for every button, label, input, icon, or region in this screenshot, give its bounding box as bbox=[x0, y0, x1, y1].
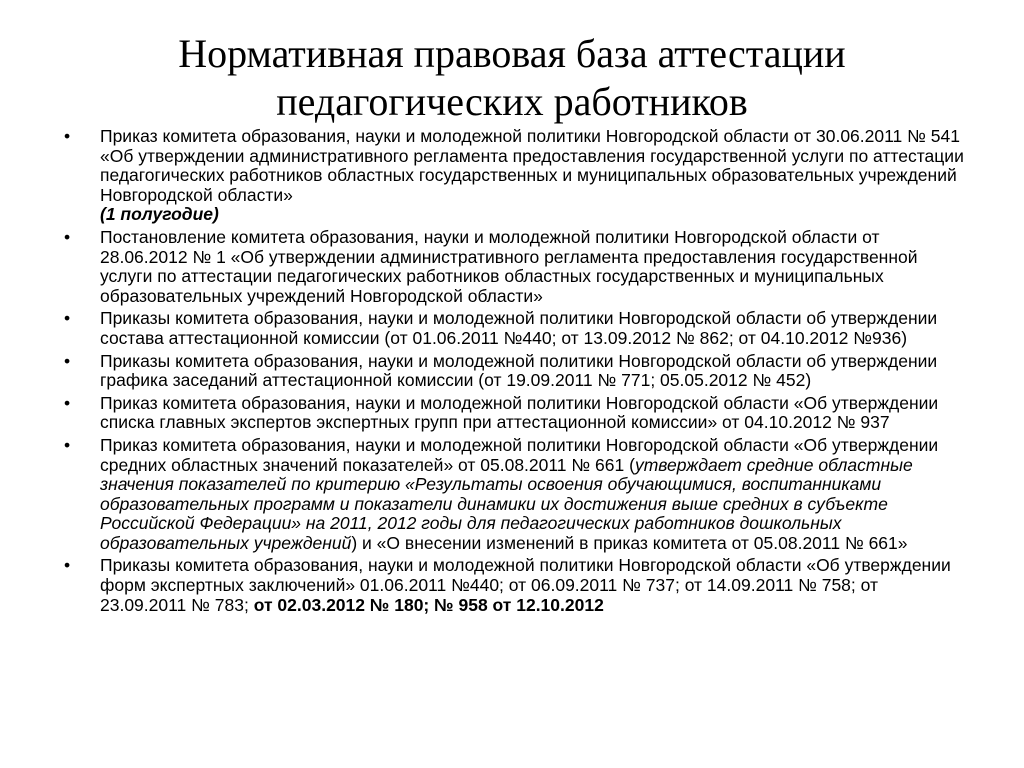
document-list bbox=[64, 127, 964, 618]
slide-title-line-2: педагогических работников bbox=[276, 79, 748, 124]
list-item bbox=[64, 556, 964, 615]
bullet-icon: • bbox=[64, 126, 71, 146]
list-item-bold-text: от 02.03.2012 № 180; № 958 от 12.10.2012 bbox=[248, 594, 604, 615]
list-item-text: Приказы комитета образования, науки и молодежной политики Новгородской области «Об утверждении форм экспертных заключений» 01.06.2011 №440; от 06.09.2011 № 737; от 14.09.2011 № 758; от 23.09.2011 № 783; bbox=[100, 555, 951, 615]
bullet-icon: • bbox=[64, 226, 71, 247]
list-item bbox=[64, 228, 964, 306]
list-item bbox=[64, 309, 964, 348]
bullet-icon: • bbox=[64, 555, 71, 576]
list-item-italic-text: утверждает средние областные значения показателей по критерию «Результаты освоения обучающимися, воспитанниками образовательных программ и показатели динамики их достижения выше средних в субъекте Российской Федерации» на 2011, 2012 годы для педагогических работников дошкольных образовательных учреждений bbox=[100, 454, 913, 553]
list-item-emphasis: (1 полугодие) bbox=[100, 204, 219, 225]
slide-title-line-1: Нормативная правовая база аттестации bbox=[178, 31, 846, 76]
list-item-text: Приказ комитета образования, науки и молодежной политики Новгородской области от 30.06.2011 № 541 «Об утверждении административного регламента предоставления государственной услуги по аттестации педагогических работников областных государственных и муниципальных образовательных учреждений Новгородской области» bbox=[100, 126, 964, 205]
bullet-icon: • bbox=[64, 434, 71, 455]
bullet-icon: • bbox=[64, 350, 71, 371]
bullet-icon: • bbox=[64, 392, 71, 413]
list-item-text: Постановление комитета образования, науки и молодежной политики Новгородской области от 28.06.2012 № 1 «Об утверждении административного регламента предоставления государственной услуги по аттестации педагогических работников областных государственных и муниципальных образовательных учреждений Новгородской области» bbox=[100, 226, 918, 306]
list-item-text: Приказ комитета образования, науки и молодежной политики Новгородской области «Об утверждении списка главных экспертов экспертных групп при аттестационной комиссии» от 04.10.2012 № 937 bbox=[100, 392, 939, 433]
list-item bbox=[64, 436, 964, 554]
list-item-text-after: ) и «О внесении изменений в приказ комитета от 05.08.2011 № 661» bbox=[351, 532, 908, 553]
list-item-text: Приказы комитета образования, науки и молодежной политики Новгородской области об утверждении состава аттестационной комиссии (от 01.06.2011 №440; от 13.09.2012 № 862; от 04.10.2012 №936) bbox=[100, 308, 938, 348]
list-item bbox=[64, 127, 964, 225]
list-item-text: Приказы комитета образования, науки и молодежной политики Новгородской области об утверждении графика заседаний аттестационной комиссии (от 19.09.2011 № 771; 05.05.2012 № 452) bbox=[100, 350, 938, 391]
list-item bbox=[64, 352, 964, 391]
slide-title bbox=[60, 30, 964, 126]
list-item bbox=[64, 394, 964, 433]
bullet-icon: • bbox=[64, 308, 71, 329]
list-item-text: Приказ комитета образования, науки и молодежной политики Новгородской области «Об утверждении средних областных значений показателей» от 05.08.2011 № 661 ( bbox=[100, 434, 939, 475]
